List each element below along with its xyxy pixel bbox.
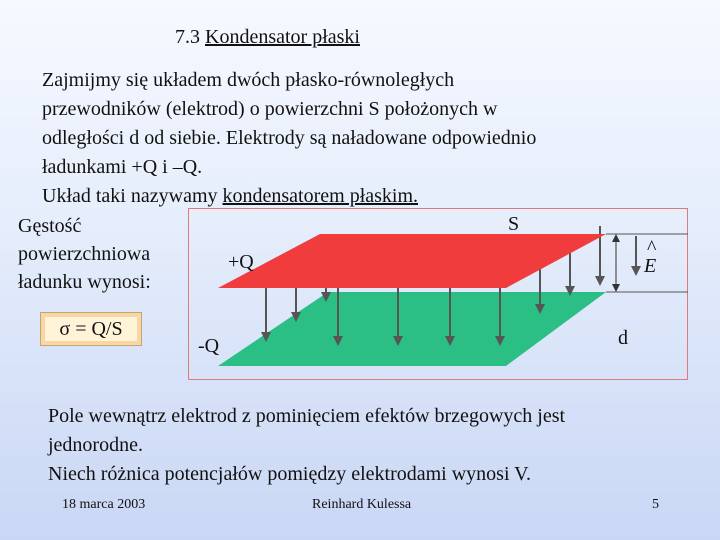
area-label: S <box>508 213 520 235</box>
field-label-hat: ^ <box>647 237 657 259</box>
intro-definition-prefix: Układ taki nazywamy <box>42 185 223 207</box>
intro-line: Zajmijmy się układem dwóch płasko-równoległych <box>42 69 455 91</box>
density-line: Gęstość <box>18 215 82 237</box>
field-label: E <box>644 255 657 277</box>
footer-page-number: 5 <box>652 497 659 512</box>
formula-box: σ = Q/S <box>40 312 142 346</box>
capacitor-diagram <box>188 208 688 380</box>
closing-line: Niech różnica potencjałów pomiędzy elektrodami wynosi V. <box>48 463 532 485</box>
intro-definition-line <box>42 182 702 211</box>
footer-author: Reinhard Kulessa <box>312 497 412 512</box>
slide-title-text: Kondensator płaski <box>205 26 360 48</box>
intro-paragraph <box>42 66 702 211</box>
slide-number: 7.3 <box>175 26 200 48</box>
footer-date: 18 marca 2003 <box>62 497 146 512</box>
distance-arrow-head-down <box>612 284 620 292</box>
intro-line: odległości d od siebie. Elektrody są naładowane odpowiednio <box>42 127 537 149</box>
density-line: ładunku wynosi: <box>18 271 151 293</box>
slide-title <box>175 26 360 49</box>
defined-term: kondensatorem płaskim. <box>222 185 419 207</box>
bottom-plate <box>218 292 606 366</box>
field-direction-arrowhead <box>631 266 641 276</box>
top-plate <box>218 234 606 288</box>
closing-line: jednorodne. <box>48 434 143 456</box>
density-line: powierzchniowa <box>18 243 151 265</box>
closing-line: Pole wewnątrz elektrod z pominięciem efektów brzegowych jest <box>48 405 566 427</box>
intro-line: przewodników (elektrod) o powierzchni S położonych w <box>42 98 498 120</box>
distance-arrow-head-up <box>612 234 620 242</box>
density-label <box>18 212 151 296</box>
distance-label: d <box>618 327 628 349</box>
arrowhead <box>595 276 605 286</box>
bottom-charge-label: -Q <box>198 335 220 357</box>
closing-paragraph <box>48 402 708 489</box>
top-charge-label: +Q <box>228 251 254 273</box>
capacitor-figure <box>188 208 688 380</box>
intro-line: ładunkami +Q i –Q. <box>42 156 203 178</box>
